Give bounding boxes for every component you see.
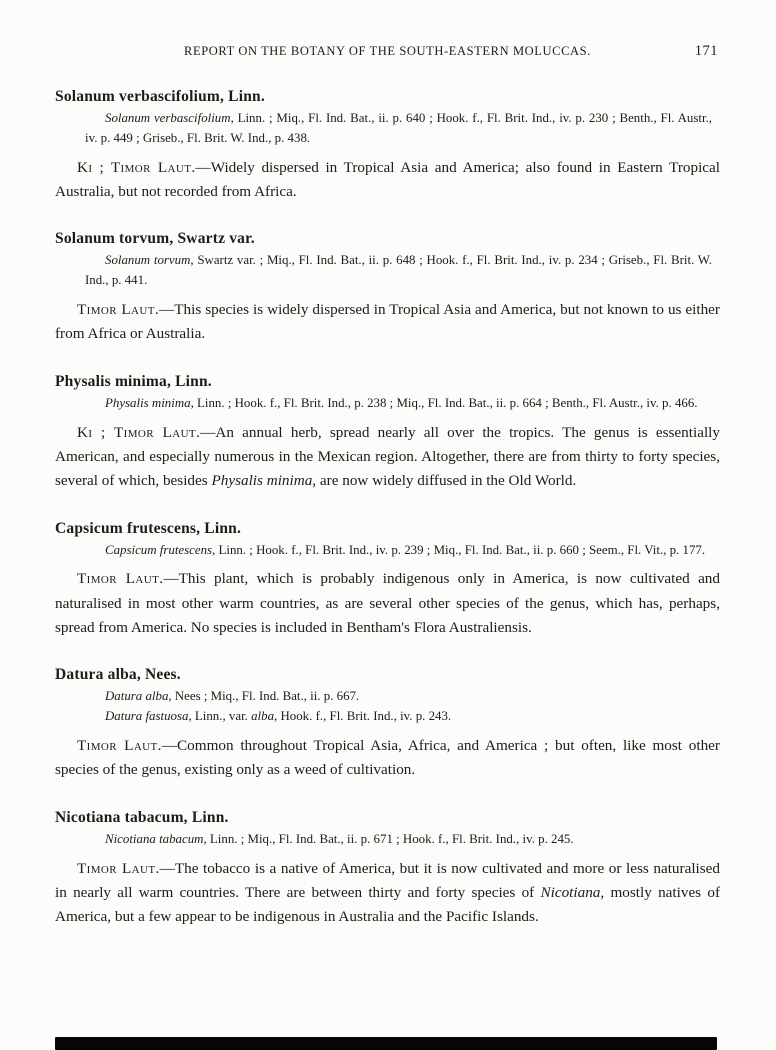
page-number: 171 (694, 43, 718, 59)
description-paragraph (55, 734, 720, 783)
species-entry (55, 809, 720, 930)
locality-label: Timor Laut. (77, 737, 162, 755)
text-segment: Datura alba (105, 689, 169, 704)
running-title: REPORT ON THE BOTANY OF THE SOUTH-EASTERN MOLUCCAS. (184, 44, 591, 58)
citation-line (85, 541, 712, 561)
citation-line (85, 109, 712, 149)
species-heading: Capsicum frutescens, Linn. (55, 519, 242, 537)
species-entry (55, 88, 720, 204)
species-heading: Datura alba, Nees. (55, 666, 181, 684)
species-heading: Solanum verbascifolium, Linn. (55, 88, 265, 105)
text-segment: , Nees ; Miq., Fl. Ind. Bat., ii. p. 667. (168, 689, 360, 704)
text-segment: , mostly natives of America, but a few appear to be indigenous in Australia and the Pacific Islands. (55, 883, 721, 926)
text-segment: , Swartz var. ; Miq., Fl. Ind. Bat., ii. p. 648 ; Hook. f., Fl. Brit. Ind., iv. p. 234 ; Griseb., Fl. Brit. W. Ind., p. 441. (85, 253, 713, 288)
species-entry (55, 520, 720, 641)
species-entry (55, 666, 720, 782)
citation-line (85, 394, 712, 414)
text-segment: , Linn. ; Miq., Fl. Ind. Bat., ii. p. 640 ; Hook. f., Fl. Brit. Ind., iv. p. 230 ; Benth., Fl. Austr., iv. p. 449 ; Griseb., Fl. Brit. W. Ind., p. 438. (85, 111, 712, 145)
text-segment: —The tobacco is a native of America, but it is now cultivated and more or less naturalised in nearly all warm countries. There are between thirty and forty species of (55, 859, 720, 901)
species-heading: Physalis minima, Linn. (55, 372, 212, 390)
text-segment: Physalis minima (211, 472, 313, 490)
description-paragraph (55, 156, 720, 205)
text-segment: —This species is widely dispersed in Tropical Asia and America, but not known to us either from Africa or Australia. (55, 301, 720, 343)
locality-label: Timor Laut. (77, 570, 164, 588)
text-segment: —This plant, which is probably indigenous only in America, is now cultivated and naturalised in most other warm countries, as are several other species of the genus, which has, perhaps, spread from America. No species is included in Bentham's Flora Australiensis. (55, 570, 720, 637)
text-segment: Nicotiana (540, 883, 601, 901)
locality-label: Timor Laut. (77, 301, 160, 319)
text-segment: Solanum torvum (105, 253, 191, 268)
citation-line (85, 251, 712, 291)
entries (55, 88, 720, 930)
citation-line (85, 707, 712, 727)
text-segment: Physalis minima (105, 395, 191, 410)
text-segment: , Hook. f., Fl. Brit. Ind., iv. p. 243. (274, 709, 452, 724)
text-segment: —Common throughout Tropical Asia, Africa, and America ; but often, like most other species of the genus, existing only as a weed of cultivation. (55, 737, 720, 779)
text-segment: , Linn. ; Hook. f., Fl. Brit. Ind., iv. p. 239 ; Miq., Fl. Ind. Bat., ii. p. 660 ; Seem., Fl. Vit., p. 177. (212, 542, 706, 557)
text-segment: Datura fastuosa (105, 709, 189, 724)
description-paragraph (55, 567, 720, 640)
locality-label: Ki ; Timor Laut. (77, 423, 201, 441)
species-entry (55, 373, 720, 494)
text-segment: Solanum verbascifolium (105, 111, 231, 125)
text-segment: , Linn., var. (188, 709, 252, 724)
page-header (55, 44, 720, 62)
text-segment: , Linn. ; Hook. f., Fl. Brit. Ind., p. 238 ; Miq., Fl. Ind. Bat., ii. p. 664 ; Benth., Fl. Austr., iv. p. 466. (190, 395, 698, 410)
species-heading: Nicotiana tabacum, Linn. (55, 808, 229, 826)
text-segment: —Widely dispersed in Tropical Asia and America; also found in Eastern Tropical Australia, but not recorded from Africa. (55, 158, 720, 201)
text-segment: alba (251, 709, 275, 724)
locality-label: Timor Laut. (77, 859, 160, 877)
description-paragraph (55, 421, 720, 494)
text-segment: Capsicum frutescens (105, 542, 213, 557)
text-segment: Nicotiana tabacum (105, 831, 204, 846)
species-entry (55, 230, 720, 346)
description-paragraph (55, 857, 720, 930)
citation-line (85, 687, 712, 707)
text-segment: , Linn. ; Miq., Fl. Ind. Bat., ii. p. 671 ; Hook. f., Fl. Brit. Ind., iv. p. 245. (203, 831, 574, 846)
text-segment: , are now widely diffused in the Old World. (312, 472, 577, 490)
citation-line (85, 830, 712, 850)
text-segment: —An annual herb, spread nearly all over the tropics. The genus is essentially American, and especially numerous in the Mexican region. Altogether, there are from thirty to forty species, several of which, besides (55, 423, 720, 490)
description-paragraph (55, 298, 720, 347)
scan-artifact-bar (55, 1037, 717, 1050)
locality-label: Ki ; Timor Laut. (77, 158, 196, 176)
species-heading: Solanum torvum, Swartz var. (55, 230, 255, 248)
